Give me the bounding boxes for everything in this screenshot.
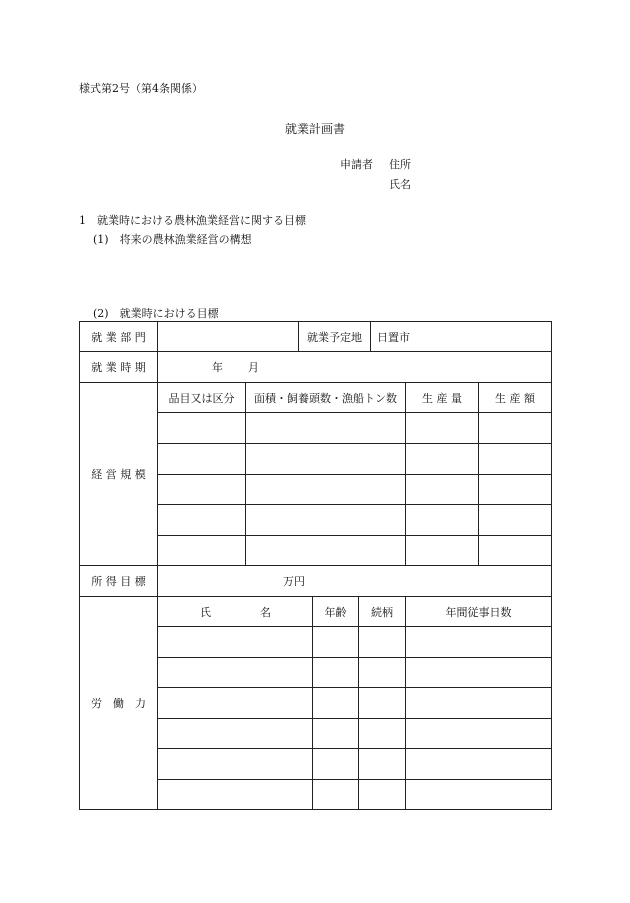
header-item: 品目又は区分 bbox=[168, 391, 235, 405]
labor-header-name-2: 名 bbox=[260, 605, 271, 619]
page-title: 就業計画書 bbox=[285, 122, 346, 136]
division-value[interactable] bbox=[158, 322, 298, 351]
labor-header-name-1: 氏 bbox=[200, 605, 211, 619]
section1-sub1: (1) 将来の農林漁業経営の構想 bbox=[93, 233, 252, 246]
labor-header-age: 年齢 bbox=[324, 605, 347, 619]
address-label: 住所 bbox=[389, 158, 411, 171]
period-label: 就 業 時 期 bbox=[91, 361, 146, 374]
period-year: 年 bbox=[212, 361, 223, 374]
labor-label: 労 働 力 bbox=[91, 697, 146, 710]
section1-sub2: (2) 就業時における目標 bbox=[93, 307, 219, 320]
section1-heading: 1 就業時における農林漁業経営に関する目標 bbox=[79, 214, 306, 227]
management-label: 経 営 規 模 bbox=[91, 468, 146, 481]
labor-header-days: 年間従事日数 bbox=[445, 605, 512, 619]
name-label: 氏名 bbox=[389, 178, 411, 191]
division-label: 就 業 部 門 bbox=[91, 330, 146, 344]
income-label: 所 得 目 標 bbox=[91, 575, 146, 588]
location-value[interactable]: 日置市 bbox=[377, 330, 410, 344]
form-number: 様式第2号（第4条関係） bbox=[79, 82, 203, 95]
applicant-label: 申請者 bbox=[340, 158, 373, 171]
header-production-value: 生 産 額 bbox=[495, 391, 535, 405]
header-production-volume: 生 産 量 bbox=[422, 391, 462, 405]
period-month: 月 bbox=[248, 361, 259, 374]
header-area: 面積・飼養頭数・漁船トン数 bbox=[254, 391, 397, 405]
location-label: 就業予定地 bbox=[307, 330, 362, 344]
income-unit: 万円 bbox=[283, 575, 305, 588]
labor-header-relation: 続柄 bbox=[371, 605, 393, 619]
